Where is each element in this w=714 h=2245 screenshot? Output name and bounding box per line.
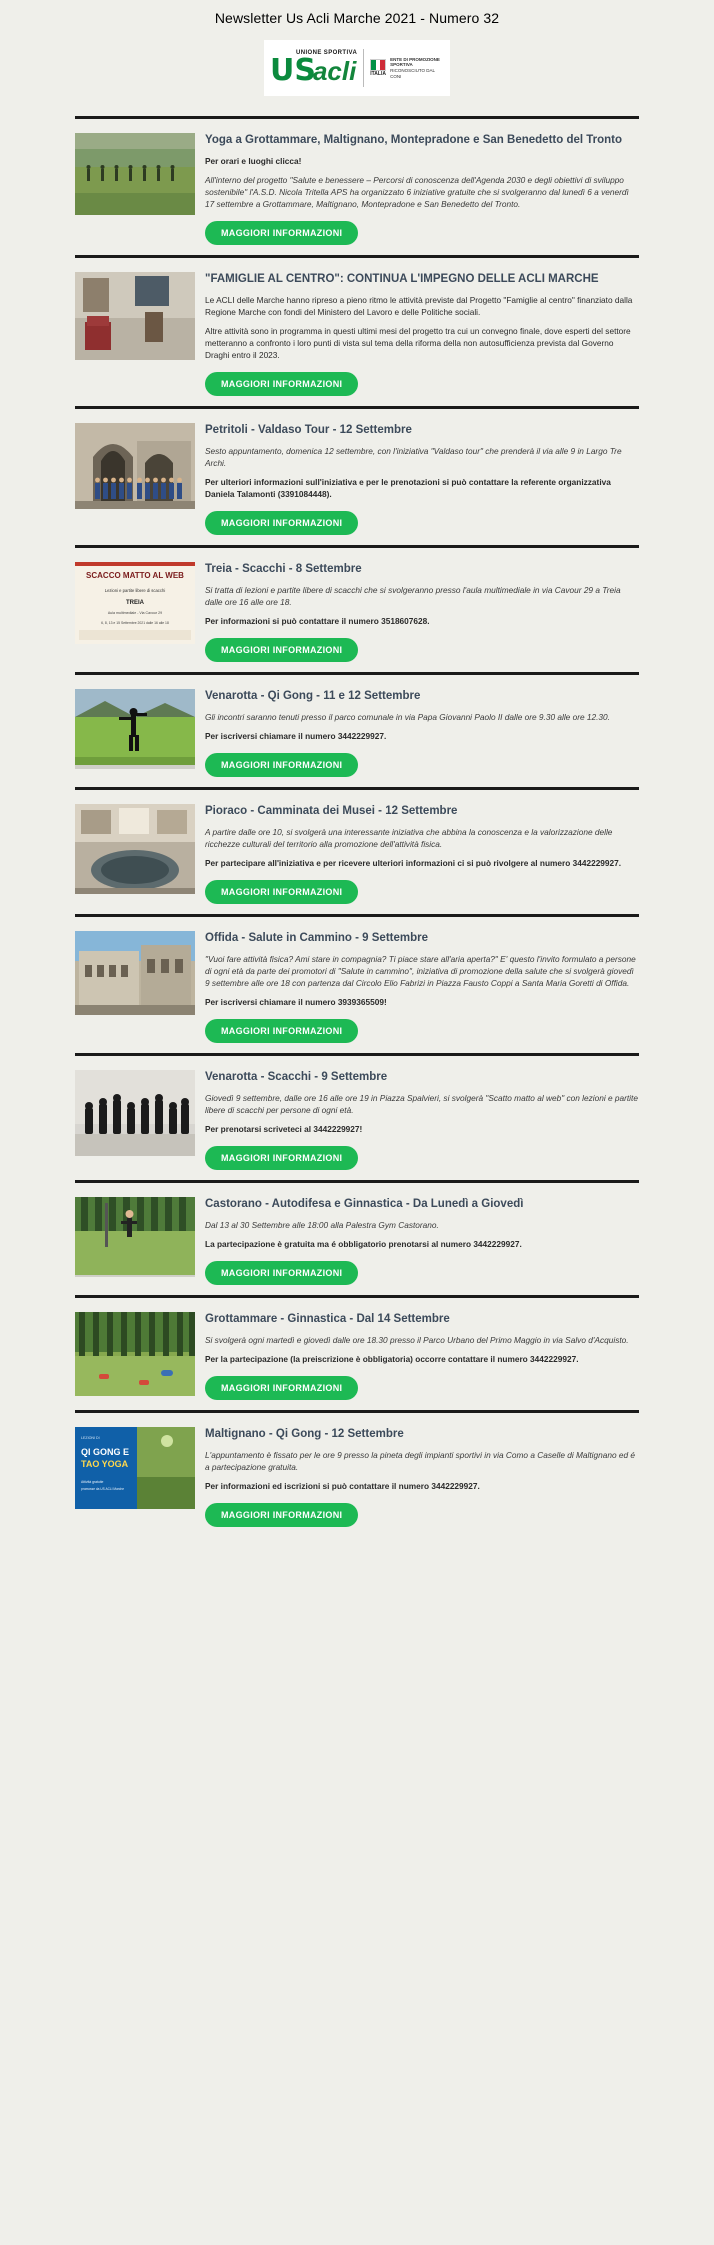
- article-item: [75, 1410, 639, 1537]
- article-title: Venarotta - Scacchi - 9 Settembre: [205, 1070, 388, 1083]
- svg-text:promosse da US ACLI Marche: promosse da US ACLI Marche: [81, 1486, 125, 1491]
- svg-text:Attività gratuite: Attività gratuite: [81, 1479, 104, 1484]
- article-thumbnail-kid-playground: [75, 1197, 195, 1277]
- article-item: [75, 545, 639, 672]
- article-body: [205, 1070, 639, 1170]
- page-title: Newsletter Us Acli Marche 2021 - Numero 32: [214, 10, 500, 26]
- more-info-button[interactable]: MAGGIORI INFORMAZIONI: [205, 753, 358, 777]
- article-paragraph: A partire dalle ore 10, si svolgerà una interessante iniziativa che abbina la conoscenza e la valorizzazione delle ricchezze culturali del territorio alla promozione dell'attività fisica.: [205, 826, 613, 849]
- article-paragraph: Dal 13 al 30 Settembre alle 18:00 alla Palestra Gym Castorano.: [205, 1219, 439, 1230]
- us-acli-logo: [264, 40, 450, 96]
- svg-text:QI GONG E: QI GONG E: [81, 1446, 130, 1457]
- article-paragraph: Altre attività sono in programma in questi ultimi mesi del progetto tra cui un convegno finale, dove esperti del settore metteranno a confronto i loro punti di vista sul tema della riforma della non autosufficienza prevista dal Governo Draghi entro il 2023.: [205, 325, 631, 360]
- article-thumbnail-interior-room-chair: [75, 272, 195, 360]
- article-paragraph: L'appuntamento è fissato per le ore 9 presso la pineta degli impianti sportivi in via Como a Caselle di Maltignano ed é a partecipazione gratuita.: [205, 1449, 636, 1472]
- svg-text:Lezioni e partite libere di sc: Lezioni e partite libere di scacchi: [104, 588, 166, 594]
- article-body: [205, 931, 639, 1043]
- article-thumbnail-group-photo-arch: [75, 423, 195, 509]
- article-paragraph: "Vuoi fare attività fisica? Ami stare in compagnia? Ti piace stare all'aria aperta?" E' questo l'invito formulato a persone di ogni età da parte dei promotori di "Salute in cammino", iniziativa di promozione della salute che si svolgerà giovedì 9 settembre alle ore 18 con partenza dal Circolo Elio Fabrizi in Piazza Fausto Coppi a Santa Maria Goretti di Offida.: [205, 953, 636, 988]
- article-button-row: [205, 217, 639, 245]
- logo-top-text: UNIONE SPORTIVA: [296, 50, 358, 56]
- article-title: Venarotta - Qi Gong - 11 e 12 Settembre: [205, 690, 421, 702]
- coni-text-bold: ENTE DI PROMOZIONE SPORTIVA: [390, 56, 440, 68]
- article-item: [75, 672, 639, 787]
- more-info-button[interactable]: MAGGIORI INFORMAZIONI: [205, 1261, 358, 1285]
- article-thumbnail-museum-interior: [75, 804, 195, 894]
- article-paragraph: Le ACLI delle Marche hanno ripreso a pieno ritmo le attività previste dal Progetto "Famiglie al centro" finanziato dalla Regione Marche con fondi del Ministero del Lavoro e delle Politiche sociali.: [205, 294, 633, 317]
- article-button-row: [205, 1499, 639, 1527]
- article-button-row: [205, 1142, 639, 1170]
- logo-left: [270, 50, 357, 86]
- article-item: [75, 1180, 639, 1295]
- article-button-row: [205, 1257, 639, 1285]
- logo-acli-text: acli: [312, 56, 357, 86]
- article-list: [0, 116, 714, 1537]
- svg-text:TREIA: TREIA: [126, 600, 144, 607]
- logo-wordmark: [270, 53, 357, 88]
- article-title: "FAMIGLIE AL CENTRO": CONTINUA L'IMPEGNO DELLE ACLI MARCHE: [205, 273, 599, 285]
- article-body: [205, 272, 639, 396]
- more-info-button[interactable]: MAGGIORI INFORMAZIONI: [205, 1146, 358, 1170]
- article-paragraph: La partecipazione è gratuita ma é obbligatorio prenotarsi al numero 3442229927.: [205, 1238, 522, 1249]
- logo-us-text: US: [270, 53, 316, 88]
- article-button-row: [205, 1015, 639, 1043]
- article-item: [75, 116, 639, 255]
- article-paragraph: Per informazioni ed iscrizioni si può contattare il numero 3442229927.: [205, 1480, 480, 1491]
- svg-text:SCACCO MATTO AL WEB: SCACCO MATTO AL WEB: [86, 571, 184, 581]
- article-thumbnail-qigong-park: [75, 689, 195, 769]
- article-item: [75, 1053, 639, 1180]
- article-paragraph: Per informazioni si può contattare il numero 3518607628.: [205, 615, 430, 626]
- article-thumbnail-offida-building: [75, 931, 195, 1015]
- article-body: [205, 133, 639, 245]
- article-body: [205, 804, 639, 904]
- article-title: Castorano - Autodifesa e Ginnastica - Da Lunedì a Giovedì: [205, 1197, 524, 1210]
- article-thumbnail-qigong-poster: [75, 1427, 195, 1509]
- article-item: [75, 914, 639, 1053]
- article-paragraph: Per iscriversi chiamare il numero 3442229927.: [205, 730, 387, 741]
- coni-badge: [370, 57, 444, 80]
- article-paragraph: Per orari e luoghi clicca!: [205, 155, 302, 166]
- article-thumbnail-park-trees: [75, 1312, 195, 1396]
- svg-text:Aula multimediale - Via Cavour: Aula multimediale - Via Cavour 29: [107, 611, 163, 616]
- article-title: Petritoli - Valdaso Tour - 12 Settembre: [205, 424, 412, 437]
- article-paragraph: Per la partecipazione (la preiscrizione è obbligatoria) occorre contattare il numero 3442229927.: [205, 1353, 579, 1364]
- flag-label: ITALIA: [370, 70, 386, 77]
- logo-container: [0, 40, 714, 96]
- article-title: Pioraco - Camminata dei Musei - 12 Settembre: [205, 804, 458, 817]
- article-item: [75, 406, 639, 545]
- article-button-row: [205, 1372, 639, 1400]
- article-button-row: [205, 368, 639, 396]
- more-info-button[interactable]: MAGGIORI INFORMAZIONI: [205, 511, 358, 535]
- article-body: [205, 689, 639, 777]
- more-info-button[interactable]: MAGGIORI INFORMAZIONI: [205, 638, 358, 662]
- article-button-row: [205, 749, 639, 777]
- more-info-button[interactable]: MAGGIORI INFORMAZIONI: [205, 221, 358, 245]
- article-body: [205, 423, 639, 535]
- coni-text-sub: RICONOSCIUTO DAL CONI: [390, 68, 435, 79]
- more-info-button[interactable]: MAGGIORI INFORMAZIONI: [205, 1019, 358, 1043]
- article-title: Yoga a Grottammare, Maltignano, Montepradone e San Benedetto del Tronto: [205, 134, 623, 146]
- svg-text:TAO YOGA: TAO YOGA: [81, 1458, 129, 1469]
- more-info-button[interactable]: MAGGIORI INFORMAZIONI: [205, 1503, 358, 1527]
- article-title: Grottammare - Ginnastica - Dal 14 Settembre: [205, 1312, 450, 1325]
- article-paragraph: Si svolgerà ogni martedì e giovedì dalle ore 18.30 presso il Parco Urbano del Primo Maggio in via Salvo d'Acquisto.: [205, 1334, 629, 1345]
- article-title: Offida - Salute in Cammino - 9 Settembre: [205, 931, 429, 944]
- svg-text:LEZIONI DI: LEZIONI DI: [81, 1435, 100, 1440]
- article-body: [205, 562, 639, 662]
- article-button-row: [205, 507, 639, 535]
- more-info-button[interactable]: MAGGIORI INFORMAZIONI: [205, 372, 358, 396]
- article-paragraph: Per ulteriori informazioni sull'iniziativa e per le prenotazioni si può contattare la referente organizzativa Daniela Talamonti (3391084448).: [205, 476, 611, 499]
- article-thumbnail-yoga-outdoor-group: [75, 133, 195, 215]
- article-paragraph: All'interno del progetto "Salute e benessere – Percorsi di conoscenza dell'Agenda 2030 e degli obiettivi di sviluppo sostenibile" l'A.S.D. Nicola Tritella APS ha organizzato 6 iniziative gratuite che si svolgeranno dal lunedì 6 a venerdì 17 settembre a Grottammare, Maltignano, Montepradone e San Benedetto del Tronto.: [205, 174, 629, 209]
- article-body: [205, 1312, 639, 1400]
- more-info-button[interactable]: MAGGIORI INFORMAZIONI: [205, 880, 358, 904]
- article-item: [75, 1295, 639, 1410]
- article-title: Maltignano - Qi Gong - 12 Settembre: [205, 1427, 404, 1440]
- coni-text: [390, 57, 444, 80]
- article-button-row: [205, 634, 639, 662]
- article-thumbnail-chess-poster: [75, 562, 195, 644]
- article-paragraph: Per iscriversi chiamare il numero 3939365509!: [205, 996, 387, 1007]
- article-item: [75, 787, 639, 914]
- article-paragraph: Giovedì 9 settembre, dalle ore 16 alle ore 19 in Piazza Spalvieri, si svolgerà "Scatto matto al web" con lezioni e partite libere di scacchi per persone di ogni età.: [205, 1092, 638, 1115]
- article-thumbnail-chess-pieces: [75, 1070, 195, 1156]
- svg-text:6, 8, 13 e 15 Settembre 2021 d: 6, 8, 13 e 15 Settembre 2021 dalle 16 alle 18: [101, 621, 169, 626]
- article-paragraph: Per partecipare all'iniziativa e per ricevere ulteriori informazioni ci si può rivolgere al numero 3442229927.: [205, 857, 622, 868]
- article-body: [205, 1197, 639, 1285]
- more-info-button[interactable]: MAGGIORI INFORMAZIONI: [205, 1376, 358, 1400]
- article-paragraph: Sesto appuntamento, domenica 12 settembre, con l'iniziativa "Valdaso tour" che prenderà il via alle 9 in Largo Tre Archi.: [205, 445, 622, 468]
- article-item: [75, 255, 639, 406]
- article-button-row: [205, 876, 639, 904]
- logo-divider: [363, 49, 364, 87]
- article-paragraph: Per prenotarsi scriveteci al 3442229927!: [205, 1123, 363, 1134]
- article-paragraph: Gli incontri saranno tenuti presso il parco comunale in via Papa Giovanni Paolo II dalle ore 9.30 alle ore 12.30.: [205, 711, 610, 722]
- article-body: [205, 1427, 639, 1527]
- article-paragraph: Si tratta di lezioni e partite libere di scacchi che si svolgeranno presso l'aula multimediale in via Cavour 29 a Treia dalle ore 16 alle ore 18.: [205, 584, 621, 607]
- italy-flag-icon: [370, 59, 386, 71]
- article-title: Treia - Scacchi - 8 Settembre: [205, 563, 362, 576]
